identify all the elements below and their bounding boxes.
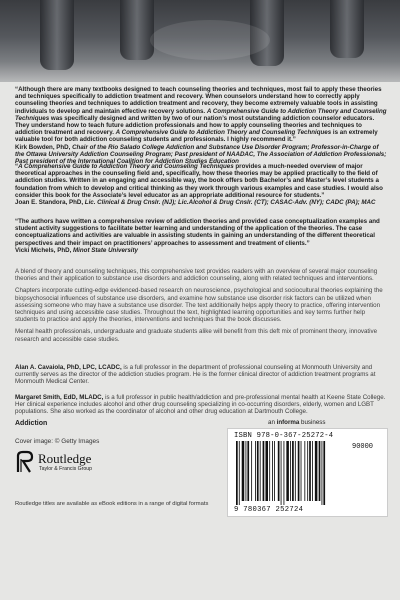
bottle-silhouette (330, 0, 364, 58)
barcode-bar (290, 441, 291, 501)
reviewer-affiliation: Lic. Clinical & Drug Cnslr. (NJ); Lic.Alcohol & Drug Cnslr. (CT); CASAC-Adv. (NY); CADC (PA); MAC (84, 199, 376, 207)
ean-barcode (236, 441, 348, 505)
barcode-bar (307, 441, 308, 501)
barcode-bar (251, 441, 252, 501)
barcode-bar (236, 441, 238, 505)
review-attribution (15, 247, 387, 254)
barcode-bar (257, 441, 259, 501)
bottle-silhouette (120, 0, 154, 60)
informa-prefix: an (268, 419, 277, 426)
barcode-bar (242, 441, 245, 501)
review-text-segment: “ (15, 163, 19, 170)
barcode-bar (274, 441, 275, 501)
barcode-bar (298, 441, 300, 501)
review-attribution (15, 144, 387, 166)
barcode (227, 428, 388, 517)
review-quote-3 (15, 218, 387, 254)
barcode-bar (265, 441, 268, 501)
routledge-logo-icon (15, 450, 35, 474)
barcode-bar (322, 441, 323, 505)
barcode-bar (272, 441, 273, 501)
author-bio-text: is a full professor in the department of professional counseling at Monmouth University and currently serves as the director of the addiction studies program. He is the former clinical director of addiction treatment programs at Monmouth Medical Center. (15, 364, 376, 386)
bottle-silhouette (40, 0, 74, 70)
barcode-bar (278, 441, 280, 501)
description-paragraph: A blend of theory and counseling techniques, this comprehensive text provides readers with an overview of several major counseling theories and their application to substance use disorders and addiction counseling, along with related techniques and interventions. (15, 268, 378, 283)
author-name: Margaret Smith, EdD, MLADC, (15, 394, 104, 401)
barcode-bar (315, 441, 318, 501)
barcode-bar (312, 441, 313, 501)
reviewer-name: Joan E. Standora, PhD, (15, 199, 85, 207)
barcode-bar (295, 441, 296, 501)
photo-highlight (150, 20, 270, 60)
barcode-bar (309, 441, 311, 501)
informa-suffix: business (299, 419, 326, 426)
barcode-bar (263, 441, 265, 501)
author-bio-text: is a full professor in public health/addiction and pre-professional mental health at Keene State College. Her clinical experience includes alcohol and other drug counseling specializing in co-occurring disorders, elderly, women and LGBT populations. She also worked as the coordinator of alcohol and other drug education at Dartmouth College. (15, 394, 386, 416)
author-bio-1 (15, 364, 387, 386)
description (15, 268, 387, 343)
barcode-bar (260, 441, 261, 501)
back-cover (0, 82, 400, 600)
barcode-bar (292, 441, 294, 501)
reviewer-affiliation: Minot State University (73, 246, 138, 254)
review-quote-1 (15, 86, 387, 165)
barcode-bar (304, 441, 305, 501)
author-bio-2 (15, 394, 387, 416)
author-name: Alan A. Cavaiola, PhD, LPC, LCADC, (15, 364, 122, 371)
book-title-mention: A Comprehensive Guide to Addiction Theory and Counseling Techniques (115, 129, 332, 137)
cover-credit: Cover image: © Getty Images (15, 438, 100, 445)
review-text (15, 86, 387, 144)
book-title-mention: A Comprehensive Guide to Addiction Theory and Counseling Techniques (15, 107, 387, 122)
description-paragraph: Chapters incorporate cutting-edge evidenced-based research on neuroscience, psychological and sociocultural theories explaining the biopsychosocial influences of substance use disorders, and examine how substance use disorder risk factors can be utilized when assessing someone who may have a substance use disorder. The text additionally helps apply theory to practice, offering intervention techniques and using accessible case studies. Throughout the text, highlighted learning opportunities and key terms further help students to practice and apply the theories, interventions and techniques that the book discusses. (15, 287, 383, 324)
review-text-segment: provides a much-needed overview of major theoretical approaches in the counseling field and, specifically, how these theories may be applied practically to the field of addiction studies. Written in an engaging and accessible way, the book offers both Bachelor’s and Master’s level students a foundation from which to develop and critical thinking as they work through various examples and case studies. I would also consider this book for the Associate’s level educator as an appropriate additional resource for students.” (15, 163, 383, 199)
reviewer-name: Kirk Bowden, PhD, (15, 143, 73, 151)
price-code: 90000 (352, 443, 374, 451)
review-text (15, 218, 387, 247)
ean-number: 9 780367 252724 (234, 506, 304, 514)
publisher-name: Routledge (38, 451, 92, 466)
reviewer-affiliation: Chair of the Rio Salado College Addiction and Substance Use Disorder Program; Professor-in-Charge of the Ottawa University Addiction Counseling Program; Past president of NAADAC, The Association of Addiction Professionals; Past president of the International Coalition for Addiction Studies Education (15, 143, 387, 166)
subject-category: Addiction (15, 420, 48, 427)
reviewer-name: Vicki Michels, PhD, (15, 246, 74, 254)
barcode-bar (255, 441, 256, 501)
isbn-label: ISBN 978-0-367-25272-4 (234, 432, 334, 440)
barcode-bar (323, 441, 325, 505)
review-quote-2 (15, 163, 387, 206)
barcode-bar (269, 441, 270, 501)
review-attribution (15, 199, 387, 206)
barcode-bar (239, 441, 240, 505)
review-text (15, 163, 387, 199)
description-paragraph: Mental health professionals, undergraduate and graduate students alike will benefit from this deft mix of prominent theory, innovative research and accessible case studies. (15, 328, 378, 343)
publisher-logo (15, 450, 125, 476)
ebook-note: Routledge titles are available as eBook editions in a range of digital formats (15, 501, 209, 507)
barcode-bar (319, 441, 321, 501)
review-text-segment: was specifically designed and written by two of our nation’s most outstanding addiction counselor educators. They understand how to teach future addiction professionals and how to apply counseling theories and techniques to addiction treatment and recovery. (15, 114, 375, 137)
cover-photo (0, 0, 400, 82)
informa-brand: informa (276, 419, 300, 426)
informa-business-tag (268, 419, 325, 426)
publisher-subtitle: Taylor & Francis Group (39, 466, 93, 472)
review-text-segment: is an extremely valuable tool for both addiction counseling students and professionals. I highly recommend it.” (15, 129, 378, 144)
barcode-bar (284, 441, 285, 505)
barcode-bar (286, 441, 289, 501)
barcode-bar (247, 441, 249, 501)
barcode-bar (246, 441, 247, 501)
book-title-mention: A Comprehensive Guide to Addiction Theory and Counseling Techniques (18, 163, 234, 170)
barcode-bar (301, 441, 302, 501)
review-text-segment: “Although there are many textbooks designed to teach counseling theories and techniques, most fail to apply these theories and techniques specifically to addiction treatment and recovery. When counselors understand how to correctly apply counseling theories and techniques to addiction treatment and recovery, they become extremely valuable tools in assisting individuals to develop and maintain effective recovery solutions. (15, 86, 382, 115)
barcode-bar (281, 441, 282, 505)
review-text-segment: “The authors have written a comprehensive review of addiction theories and provided case conceptualization examples and student activity suggestions to facilitate better learning and understanding of the application of the theories. The case conceptualizations and activities are valuable in assisting students in gaining an understanding of the different theoretical perspectives and their impact on practitioners’ approaches to assessment and treatment of clients.” (15, 218, 380, 247)
